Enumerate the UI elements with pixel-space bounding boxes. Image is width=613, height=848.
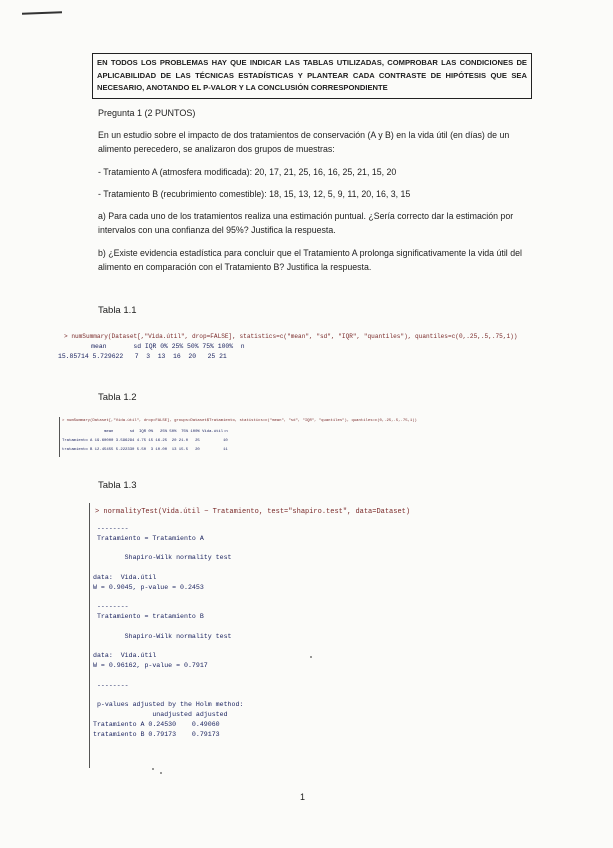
console-margin-line — [89, 503, 90, 768]
tabla-1-1-output-values: 15.85714 5.729622 7 3 13 16 20 25 21 — [58, 353, 227, 360]
question-title: Pregunta 1 (2 PUNTOS) — [98, 108, 196, 118]
part-a-text: a) Para cada uno de los tratamientos realiza una estimación puntual. ¿Sería correcto dar la estimación por intervalos con una confianza del 95%? Justifica la respuesta. — [98, 211, 514, 235]
tabla-1-2-output-header: mean sd IQR 0% 25% 50% 75% 100% Vida.útil:n — [62, 430, 228, 434]
treatment-a-data: - Tratamiento A (atmosfera modificada): 20, 17, 21, 25, 16, 16, 25, 21, 15, 20 — [98, 167, 397, 177]
tabla-1-1-output-header: mean sd IQR 0% 25% 50% 75% 100% n — [72, 343, 245, 350]
part-b-text: b) ¿Existe evidencia estadística para concluir que el Tratamiento A prolonga significativamente la vida útil del alimento en comparación con el Tratamiento B? Justifica la respuesta. — [98, 248, 522, 272]
scan-speck — [160, 772, 162, 774]
tabla-1-1-command: > numSummary(Dataset[,"Vida.útil", drop=FALSE], statistics=c("mean", "sd", "IQR", "quantiles"), quantiles=c(0,.25,.5,.75,1)) — [64, 333, 518, 340]
scan-speck — [310, 656, 312, 658]
scan-speck — [152, 768, 154, 770]
treatment-b-data: - Tratamiento B (recubrimiento comestible): 18, 15, 13, 12, 5, 9, 11, 20, 16, 3, 15 — [98, 189, 411, 199]
tabla-1-2-row-b: tratamiento B 12.45455 5.222330 5.50 3 10.00 13 15.5 20 11 — [62, 448, 228, 452]
tabla-1-1-label: Tabla 1.1 — [98, 305, 137, 316]
tabla-1-3-command: > normalityTest(Vida.útil ~ Tratamiento, test="shapiro.test", data=Dataset) — [95, 508, 411, 516]
page-number: 1 — [300, 792, 306, 802]
scan-artifact-line — [22, 11, 62, 14]
tabla-1-3-label: Tabla 1.3 — [98, 480, 137, 491]
instructions-notice: EN TODOS LOS PROBLEMAS HAY QUE INDICAR LAS TABLAS UTILIZADAS, COMPROBAR LAS CONDICIONES DE APLICABILIDAD DE LAS TÉCNICAS ESTADÍSTICAS Y PLANTEAR CADA CONTRASTE DE HIPÓTESIS QUE SEA NECESARIO, ANOTANDO EL P-VALOR Y LA CONCLUSIÓN CORRESPONDIENTE — [92, 53, 532, 99]
tabla-1-3-output: -------- Tratamiento = Tratamiento A Shapiro-Wilk normality test data: Vida.útil W = 0.9045, p-value = 0.2453 -------- Tratamiento = tratamiento B Shapiro-Wilk normality test data: Vida.útil W = 0.96162, p-value = 0.7917 -------- p-values adjusted by the Holm method: unadjusted adjusted Tratamiento A 0.24530 0.49060 tratamiento B 0.79173 0.79173 — [93, 525, 244, 738]
tabla-1-2-row-a: Tratamiento A 19.60000 3.596294 4.75 15 16.25 20 21.0 25 10 — [62, 439, 228, 443]
scan-margin-line — [59, 417, 60, 457]
tabla-1-2-label: Tabla 1.2 — [98, 392, 137, 403]
tabla-1-2-command: > numSummary(Dataset[,"Vida.útil", drop=FALSE], groups=Dataset$Tratamiento, statistics=c("mean", "sd", "IQR", "quantiles"), quantiles=c(0,.25,.5,.75,1)) — [62, 419, 417, 423]
question-intro: En un estudio sobre el impacto de dos tratamientos de conservación (A y B) en la vida útil (en días) de un alimento perecedero, se analizaron dos grupos de muestras: — [98, 130, 510, 154]
